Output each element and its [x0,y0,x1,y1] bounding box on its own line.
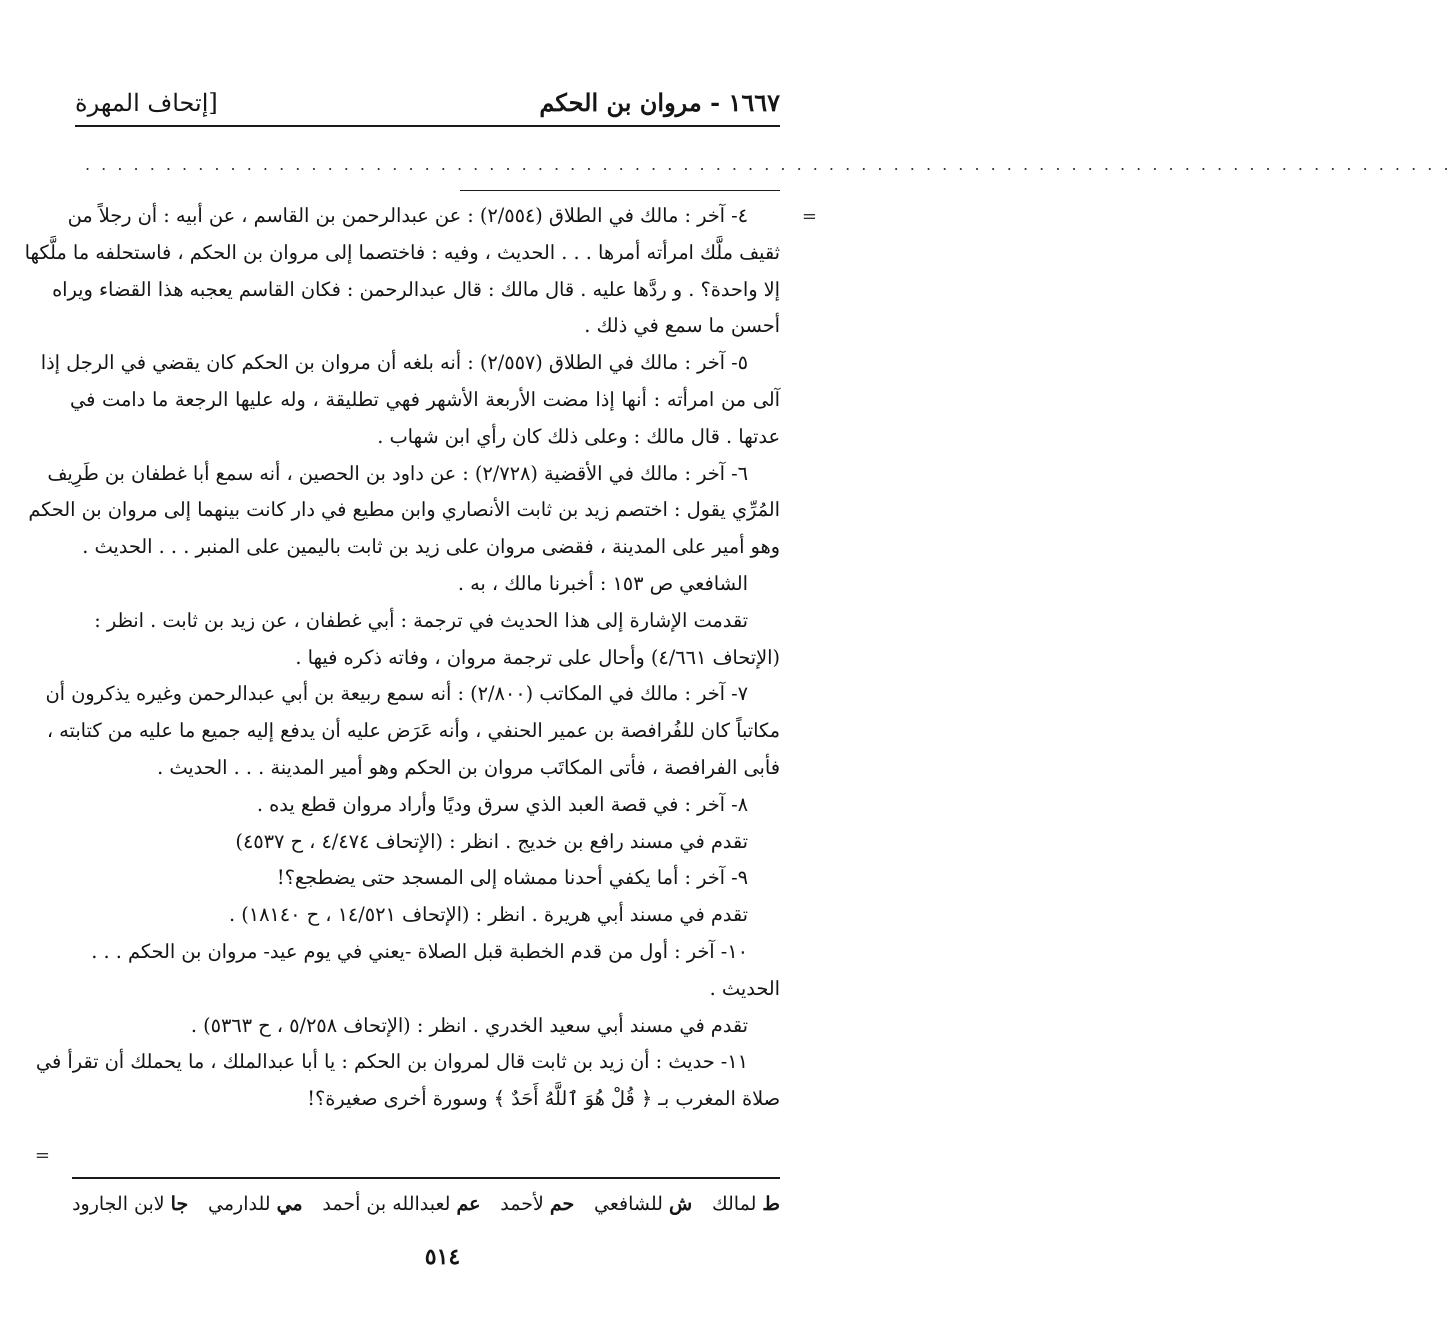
text-line: مكاتباً كان للفُرافصة بن عمير الحنفي ، وأنه عَرَض عليه أن يدفع إليه جميع ما عليه من كتابته ، [46,719,780,743]
text-line: ١٠- آخر : أول من قدم الخطبة قبل الصلاة -يعني في يوم عيد- مروان بن الحكم . . . [91,939,748,963]
abbreviation-code: ط [762,1193,780,1215]
abbreviation-code: عم [456,1193,481,1215]
text-line: تقدمت الإشارة إلى هذا الحديث في ترجمة : أبي غطفان ، عن زيد بن ثابت . انظر : [94,608,748,632]
page-number: ٥١٤ [424,1244,461,1270]
text-line: (الإتحاف ٤/٦٦١) وأحال على ترجمة مروان ، وفاته ذكره فيها . [295,645,780,669]
section-rule [460,190,780,191]
text-line: ثقيف ملَّك امرأته أمرها . . . الحديث ، وفيه : فاختصما إلى مروان بن الحكم ، فاستحلفه ما ملَّكها [24,240,780,264]
text-line: أحسن ما سمع في ذلك . [584,314,780,338]
header-rule [75,125,780,127]
text-line: الحديث . [709,976,780,1000]
footer-rule [72,1177,780,1179]
text-line: ٦- آخر : مالك في الأقضية (٢/٧٢٨) : عن داود بن الحصين ، أنه سمع أبا غطفان بن طَرِيف [47,461,748,485]
abbreviation-item [594,1188,692,1220]
margin-mark-bottom: = [34,1145,50,1166]
abbreviation-code: جا [170,1193,189,1215]
abbreviation-source: لابن الجارود [72,1193,165,1215]
text-line: صلاة المغرب بـ ﴿ قُلْ هُوَ ٱللَّهُ أَحَدٌ ﴾ وسورة أخرى صغيرة؟! [307,1087,780,1111]
abbreviation-item [322,1188,480,1220]
abbreviation-item [500,1188,574,1220]
abbreviation-source: للشافعي [594,1193,663,1215]
text-line: إلا واحدة؟ . و ردَّها عليه . قال مالك : قال عبدالرحمن : فكان القاسم يعجبه هذا القضاء ويراه [52,277,780,301]
text-line: وهو أمير على المدينة ، فقضى مروان على زيد بن ثابت باليمين على المنبر . . . الحديث . [82,535,780,559]
main-text [24,198,780,1118]
text-line: تقدم في مسند رافع بن خديج . انظر : (الإتحاف ٤/٤٧٤ ، ح ٤٥٣٧) [235,829,748,853]
text-line: ٧- آخر : مالك في المكاتب (٢/٨٠٠) : أنه سمع ربيعة بن أبي عبدالرحمن وغيره يذكرون أن [45,682,748,706]
text-line: ٨- آخر : في قصة العبد الذي سرق وديًا وأراد مروان قطع يده . [256,792,748,816]
text-line: تقدم في مسند أبي هريرة . انظر : (الإتحاف ١٤/٥٢١ ، ح ١٨١٤٠) . [228,903,748,927]
abbreviation-item [208,1188,303,1220]
text-line: ٥- آخر : مالك في الطلاق (٢/٥٥٧) : أنه بلغه أن مروان بن الحكم كان يقضي في الرجل إذا [40,351,748,375]
abbreviation-item [712,1188,780,1220]
abbreviations-legend [72,1188,780,1220]
abbreviation-source: لعبدالله بن أحمد [322,1193,451,1215]
text-line: تقدم في مسند أبي سعيد الخدري . انظر : (الإتحاف ٥/٢٥٨ ، ح ٥٣٦٣) . [190,1013,748,1037]
margin-mark-top: = [801,206,817,227]
abbreviation-code: مي [276,1193,303,1215]
abbreviation-source: لأحمد [500,1193,544,1215]
abbreviation-code: ش [669,1193,693,1215]
abbreviation-source: لمالك [712,1193,757,1215]
text-line: ١١- حديث : أن زيد بن ثابت قال لمروان بن الحكم : يا أبا عبدالملك ، ما يحملك أن تقرأ في [35,1050,748,1074]
text-line: ٩- آخر : أما يكفي أحدنا ممشاه إلى المسجد حتى يضطجع؟! [276,866,748,890]
entry-heading: ١٦٦٧ - مروان بن الحكم [539,88,780,117]
abbreviation-item [72,1188,188,1220]
text-line: فأبى الفرافصة ، فأتى المكاتَب مروان بن الحكم وهو أمير المدينة . . . الحديث . [157,755,780,779]
text-line: الشافعي ص ١٥٣ : أخبرنا مالك ، به . [457,571,748,595]
abbreviation-code: حم [549,1193,575,1215]
dotted-separator: . . . . . . . . . . . . . . . . . . . . . . . . . . . . . . . . . . . . . . . . . . . . . . . . . . . . . . . . . . . . . . . . . . . . . . . . . . . . . . . . . . . . . [85,155,1452,174]
text-line: المُرِّي يقول : اختصم زيد بن ثابت الأنصاري وابن مطيع في دار كانت بينهما إلى مروان بن الحكم [28,498,780,522]
book-title: [إتحاف المهرة [75,89,218,117]
abbreviation-source: للدارمي [208,1193,271,1215]
text-line: عدتها . قال مالك : وعلى ذلك كان رأي ابن شهاب . [377,424,780,448]
text-line: ٤- آخر : مالك في الطلاق (٢/٥٥٤) : عن عبدالرحمن بن القاسم ، عن أبيه : أن رجلاً من [67,204,748,227]
text-line: آلى من امرأته : أنها إذا مضت الأربعة الأشهر فهي تطليقة ، وله عليها الرجعة ما دامت في [70,387,780,411]
